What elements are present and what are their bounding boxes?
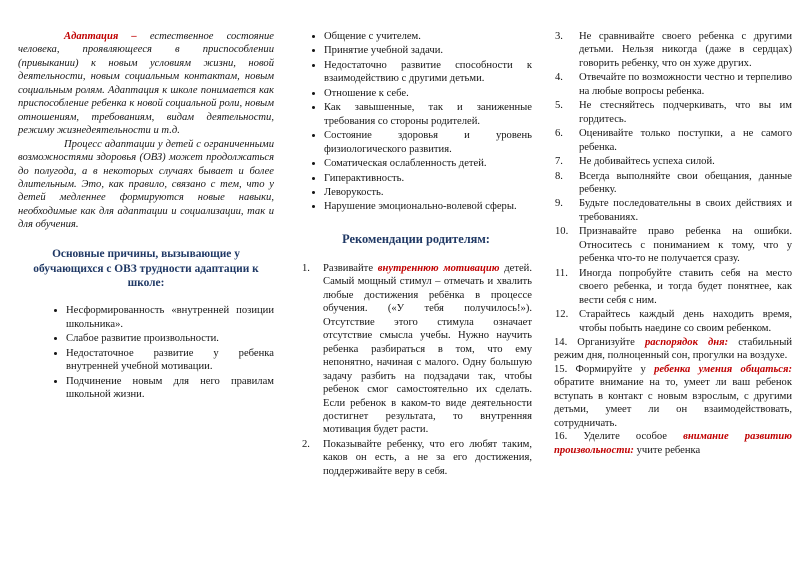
- body-text: Отвечайте по возможности честно и терпеливо на любые вопросы ребенка.: [579, 72, 792, 97]
- recommendation-item-14: [554, 336, 792, 363]
- bullet-list-item: • Подчинение новым для него правилам школьной жизни.: [66, 375, 274, 402]
- bullet-list-item: • Принятие учебной задачи.: [324, 44, 532, 57]
- causes-list-continued: [300, 30, 532, 214]
- recommendations-heading: Рекомендации родителям:: [342, 231, 490, 246]
- item-number: 7.: [555, 156, 563, 168]
- body-text: Иногда попробуйте ставить себя на место своего ребенка, и тогда будет понятнее, как вести себя с ним.: [579, 267, 792, 306]
- bullet-list-item: • Недостаточное развитие у ребенка внутренней учебной мотивации.: [66, 347, 274, 374]
- bullet-list-item: • Отношение к себе.: [324, 87, 532, 100]
- numbered-list-item: [554, 170, 792, 197]
- body-text: 15. Формируйте у: [554, 363, 655, 375]
- middle-column: [300, 30, 532, 565]
- causes-list: [18, 304, 274, 401]
- bullet-list-item: • Как завышенные, так и заниженные требования со стороны родителей.: [324, 101, 532, 128]
- causes-heading: Основные причины, вызывающие у обучающихся с ОВЗ трудности адаптации к школе:: [33, 247, 259, 290]
- numbered-list-item: [554, 308, 792, 335]
- bullet-list-item: • Леворукость.: [324, 186, 532, 199]
- numbered-list-item: [554, 71, 792, 98]
- item-number: 6.: [555, 128, 563, 140]
- left-column: [18, 30, 274, 565]
- numbered-list-item: [554, 225, 792, 265]
- item-number: 12.: [555, 309, 569, 321]
- bullet-list-item: • Слабое развитие произвольности.: [66, 332, 274, 345]
- emphasis-red-text: внутреннюю мотивацию: [377, 263, 500, 275]
- numbered-list-item: [554, 99, 792, 126]
- bullet-list-item: • Общение с учителем.: [324, 30, 532, 43]
- bullet-list-item: • Состояние здоровья и уровень физиологического развития.: [324, 129, 532, 156]
- body-text: стабильный режим дня, полноценный сон, прогулки на воздухе.: [554, 336, 792, 362]
- emphasis-red-text: распорядок дня:: [644, 336, 729, 348]
- body-text: Показывайте ребенку, что его любят таким, каков он есть, а не за его достижения, поддерживайте веру в себя.: [323, 438, 532, 477]
- item-number: 11.: [555, 267, 568, 279]
- body-text: Не сравнивайте своего ребенка с другими детьми. Нельзя никогда (даже в сердцах) говорить ребенку, что он хуже других.: [579, 31, 792, 69]
- bullet-list-item: • Несформированность «внутренней позиции школьника».: [66, 304, 274, 331]
- body-text: Развивайте: [323, 263, 378, 275]
- item-number: 5.: [555, 100, 563, 112]
- recommendation-item-15: [554, 363, 792, 430]
- emphasis-red-text: внимание развитию произвольности:: [554, 431, 792, 456]
- recommendations-list-1-2: [300, 262, 532, 478]
- body-text: Процесс адаптации у детей с ограниченными возможностями здоровья (ОВЗ) может продолжаться до полугода, а в некоторых случаях бывает и более длительным. Это, как правило, связано с тем, что у детей медленнее формируются новые навыки, необходимые как для адаптации и социализации, так и для обучения.: [18, 138, 274, 231]
- body-text: Всегда выполняйте свои обещания, данные ребенку.: [579, 170, 792, 195]
- item-number: 1.: [302, 263, 310, 275]
- bullet-list-item: • Гиперактивность.: [324, 172, 532, 185]
- numbered-list-item: [554, 155, 792, 168]
- item-number: 4.: [555, 72, 563, 84]
- adaptation-definition-paragraph: [18, 30, 274, 138]
- numbered-list-item: [300, 438, 532, 478]
- body-text: детей. Самый мощный стимул – отмечать и хвалить любые достижения ребёнка в процессе обучения. («У тебя получилось!»). Отсутствие этого стимула означает отсутствие смысла учебы. Нужно научить ребенка разбираться в том, что ему непонятно, начиная с малого. Одну большую задачу разбить на подзадачи так, чтобы ребенок смог самостоятельно их сделать. Если ребенок в каком-то виде деятельности достигнет результата, то внутренняя мотивация будет расти.: [323, 263, 533, 436]
- body-text: Не стесняйтесь подчеркивать, что вы им гордитесь.: [579, 100, 792, 125]
- numbered-list-item: [300, 262, 532, 437]
- body-text: Не добивайтесь успеха силой.: [579, 156, 715, 168]
- body-text: учите ребенка: [633, 444, 701, 456]
- bullet-list-item: • Соматическая ослабленность детей.: [324, 157, 532, 170]
- item-number: 8.: [555, 170, 563, 182]
- body-text: обратите внимание на то, умеет ли ваш ребенок вступать в контакт с новым взрослым, с другими детьми, умеет ли он взаимодействовать, сотрудничать.: [554, 377, 792, 429]
- item-number: 9.: [555, 198, 563, 210]
- item-number: 2.: [302, 438, 310, 450]
- body-text: 14. Организуйте: [554, 336, 645, 348]
- numbered-list-item: [554, 127, 792, 154]
- bullet-list-item: • Недостаточно развитие способности к взаимодействию с другими детьми.: [324, 59, 532, 86]
- body-text: Будьте последовательны в своих действиях и требованиях.: [579, 198, 792, 223]
- recommendations-list-3-12: [554, 30, 792, 335]
- item-number: 10.: [555, 226, 569, 238]
- recommendation-item-16: [554, 430, 792, 457]
- body-text: Старайтесь каждый день находить время, чтобы побыть наедине со своим ребенком.: [579, 309, 792, 334]
- emphasis-red-text: ребенка умения общаться:: [654, 363, 792, 375]
- numbered-list-item: [554, 30, 792, 70]
- bullet-list-item: • Нарушение эмоционально-волевой сферы.: [324, 200, 532, 213]
- emphasis-red-text: Адаптация –: [64, 31, 137, 42]
- body-text: Оценивайте только поступки, а не самого ребенка.: [579, 128, 792, 153]
- body-text: Признавайте право ребенка на ошибки. Относитесь с пониманием к тому, что у ребенка что-то не получается сразу.: [579, 226, 792, 265]
- adaptation-process-paragraph: [18, 138, 274, 232]
- right-column: [554, 30, 792, 565]
- body-text: 16. Уделите особое: [554, 431, 684, 443]
- numbered-list-item: [554, 197, 792, 224]
- item-number: 3.: [555, 31, 563, 42]
- numbered-list-item: [554, 267, 792, 307]
- body-text: естественное состояние человека, проявляющееся в приспособлении (привыкании) к новым условиям жизни, новой деятельности, новым социальным контактам, новым социальным ролям. Адаптация к школе понимается как приспособление ребенка к новой социальной роли, новым отношениям, требованиям, видам деятельности, режиму жизнедеятельности и т.д.: [18, 31, 274, 137]
